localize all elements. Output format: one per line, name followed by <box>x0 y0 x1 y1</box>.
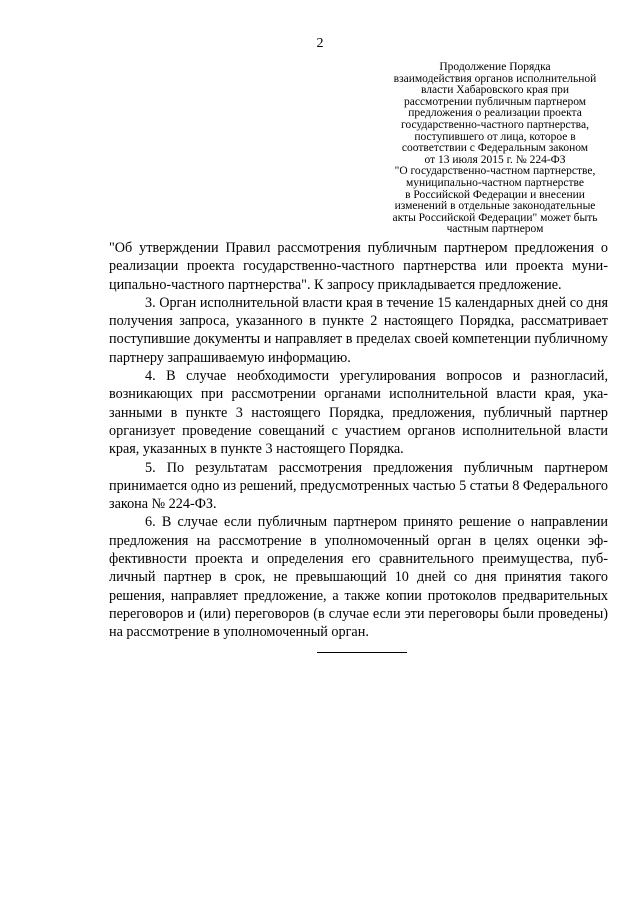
continuation-header <box>370 62 620 236</box>
header-line: рассмотрении публичным партнером <box>403 95 587 108</box>
header-line: акты Российской Федерации" может быть <box>392 211 598 224</box>
header-line: власти Хабаровского края при <box>420 84 570 97</box>
header-line: "О государственно-частном партнерстве, <box>394 165 596 178</box>
header-line: поступившего от лица, которое в <box>414 130 576 143</box>
page-number: 2 <box>316 36 324 51</box>
header-line: государственно-частного партнерства, <box>401 118 589 131</box>
header-line: Продолжение Порядка <box>439 61 551 73</box>
header-line: предложения о реализации проекта <box>408 107 582 120</box>
paragraph-item-4: 4. В случае необходимости урегулирования вопросов и разногласий, возникающих при рассмотрении органами исполнительной власти края, указанными в пункте 3 настоящего Порядка, предложения, публичный партнер организует проведение совещаний с участием органов исполнительной власти края, указанных в пункте 3 настоящего Порядка. <box>109 368 608 458</box>
paragraph-item-3: 3. Орган исполнительной власти края в течение 15 календарных дней со дня получения запроса, указанного в пункте 2 настоящего Порядка, рассматривает поступившие документы и направляет в пределах своей компетенции публичному партнеру запрашиваемую информацию. <box>109 294 608 366</box>
paragraph-continuation: "Об утверждении Правил рассмотрения публичным партнером предложения о реализации проекта государственно-частного партнерства или проекта муниципально-частного партнерства". К запросу прикладывается предложение. <box>109 240 608 293</box>
header-line: частным партнером <box>446 223 544 236</box>
document-body <box>109 239 608 642</box>
header-line: от 13 июля 2015 г. № 224-ФЗ <box>424 153 566 166</box>
header-line: соответствии с Федеральным законом <box>401 142 589 155</box>
header-line: в Российской Федерации и внесении <box>405 188 585 201</box>
header-line: взаимодействия органов исполнительной <box>393 72 597 85</box>
header-line: муниципально-частном партнерстве <box>405 176 585 189</box>
paragraph-item-5: 5. По результатам рассмотрения предложения публичным партнером принимается одно из решений, предусмотренных частью 5 статьи 8 Федерального закона № 224-ФЗ. <box>109 459 608 513</box>
paragraph-item-6: 6. В случае если публичным партнером принято решение о направлении предложения на рассмотрение в уполномоченный орган в целях оценки эффективности проекта и определения его сравнительного преимущества, публичный партнер в срок, не превышающий 10 дней со дня принятия такого решения, направляет предложение, а также копии протоколов предварительных переговоров и (или) переговоров (в случае если эти переговоры были проведены) на рассмотрение в уполномоченный орган. <box>109 514 608 641</box>
closing-divider <box>317 652 407 653</box>
header-line: изменений в отдельные законодательные <box>394 200 596 213</box>
